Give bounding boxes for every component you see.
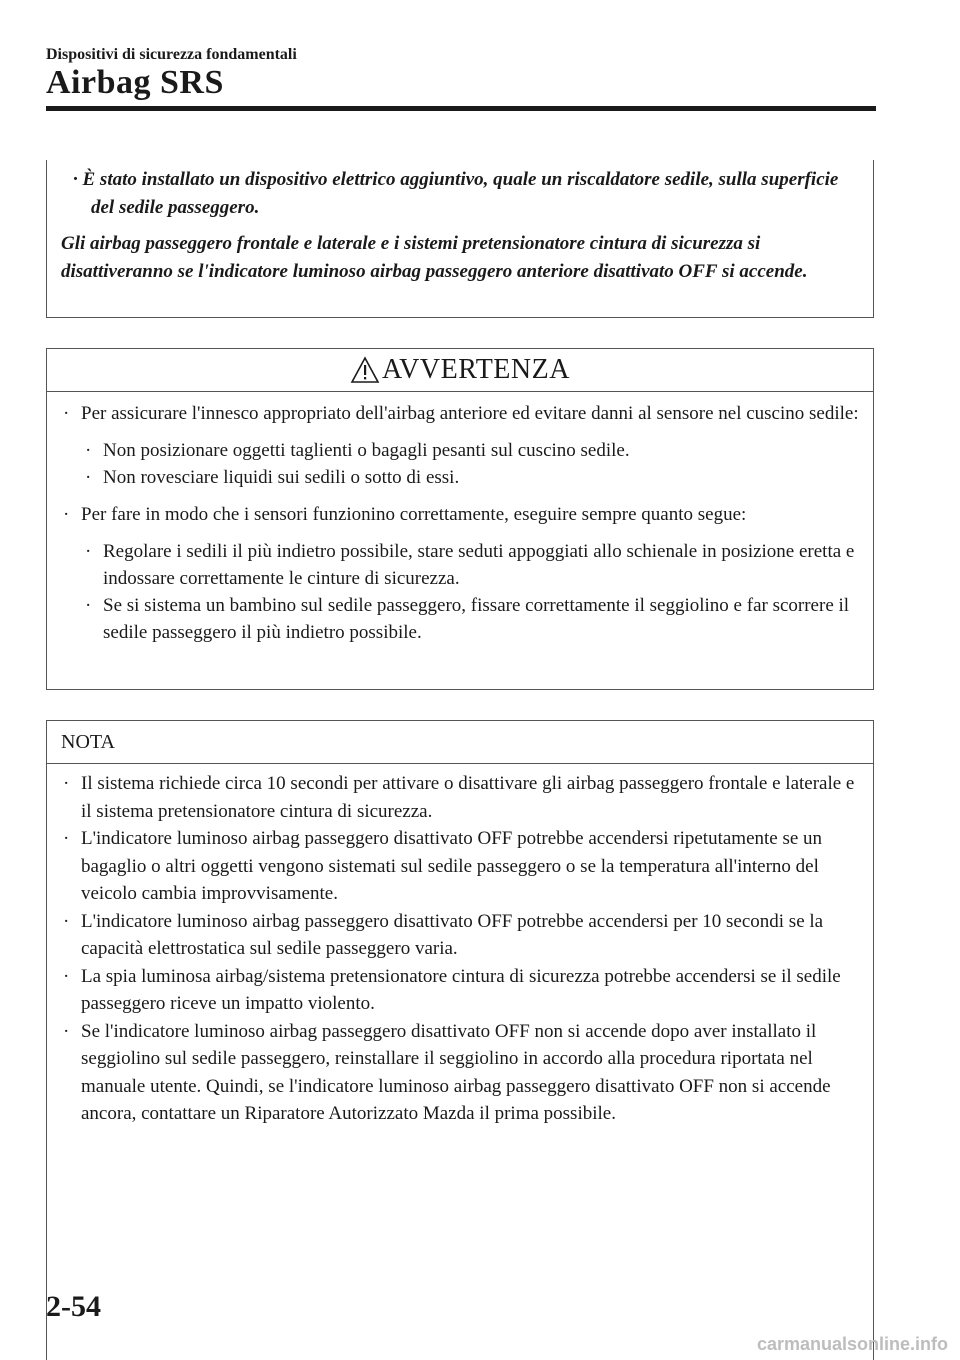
warning-subitem: · Non posizionare oggetti taglienti o bagagli pesanti sul cuscino sedile. xyxy=(61,437,859,464)
warning-box xyxy=(46,348,874,690)
continued-bullet xyxy=(61,166,859,222)
note-item: · Se l'indicatore luminoso airbag passeggero disattivato OFF non si accende dopo aver installato il seggiolino sul sedile passeggero, reinstallare il seggiolino in accordo alla procedura riportata nel manuale utente. Quindi, se l'indicatore luminoso airbag passeggero disattivato OFF non si accende ancora, contattare un Riparatore Autorizzato Mazda il prima possibile. xyxy=(61,1018,859,1128)
warning-header xyxy=(47,349,873,392)
note-title: NOTA xyxy=(47,721,873,764)
note-item: · Il sistema richiede circa 10 secondi per attivare o disattivare gli airbag passeggero frontale e laterale e il sistema pretensionatore cintura di sicurezza. xyxy=(61,770,859,825)
note-body xyxy=(47,764,873,1128)
watermark: carmanualsonline.info xyxy=(756,1334,948,1354)
continued-bullet-text: È stato installato un dispositivo elettrico aggiuntivo, quale un riscaldatore sedile, sulla superficie del sedile passeggero. xyxy=(82,169,839,218)
note-item: · L'indicatore luminoso airbag passeggero disattivato OFF potrebbe accendersi per 10 secondi se la capacità elettrostatica sul sedile passeggero varia. xyxy=(61,908,859,963)
warning-subitem: · Regolare i sedili il più indietro possibile, stare seduti appoggiati allo schienale in posizione eretta e indossare correttamente le cinture di sicurezza. xyxy=(61,538,859,592)
continued-warning-box xyxy=(46,160,874,318)
header-divider xyxy=(46,106,876,111)
section-name: Dispositivi di sicurezza fondamentali xyxy=(46,46,297,63)
warning-title: AVVERTENZA xyxy=(382,354,570,385)
warning-body xyxy=(47,392,873,646)
warning-subitem: · Non rovesciare liquidi sui sedili o sotto di essi. xyxy=(61,464,859,491)
continued-paragraph: Gli airbag passeggero frontale e laterale e i sistemi pretensionatore cintura di sicurezza si disattiveranno se l'indicatore luminoso airbag passeggero anteriore disattivato OFF si accende. xyxy=(61,233,808,282)
warning-triangle-icon xyxy=(350,356,380,384)
warning-item: · Per assicurare l'innesco appropriato dell'airbag anteriore ed evitare danni al sensore nel cuscino sedile: xyxy=(61,400,859,427)
warning-subitem: · Se si sistema un bambino sul sedile passeggero, fissare correttamente il seggiolino e far scorrere il sedile passeggero il più indietro possibile. xyxy=(61,592,859,646)
page-title: Airbag SRS xyxy=(46,64,224,101)
bullet-dot: · xyxy=(73,169,83,190)
note-item: · L'indicatore luminoso airbag passeggero disattivato OFF potrebbe accendersi ripetutamente se un bagaglio o altri oggetti vengono sistemati sul sedile passeggero o se la temperatura all'interno del veicolo cambia improvvisamente. xyxy=(61,825,859,908)
note-item: · La spia luminosa airbag/sistema pretensionatore cintura di sicurezza potrebbe accendersi se il sedile passeggero riceve un impatto violento. xyxy=(61,963,859,1018)
warning-item: · Per fare in modo che i sensori funzionino correttamente, eseguire sempre quanto segue: xyxy=(61,501,859,528)
page-number: 2-54 xyxy=(46,1290,101,1323)
note-box xyxy=(46,720,874,1360)
